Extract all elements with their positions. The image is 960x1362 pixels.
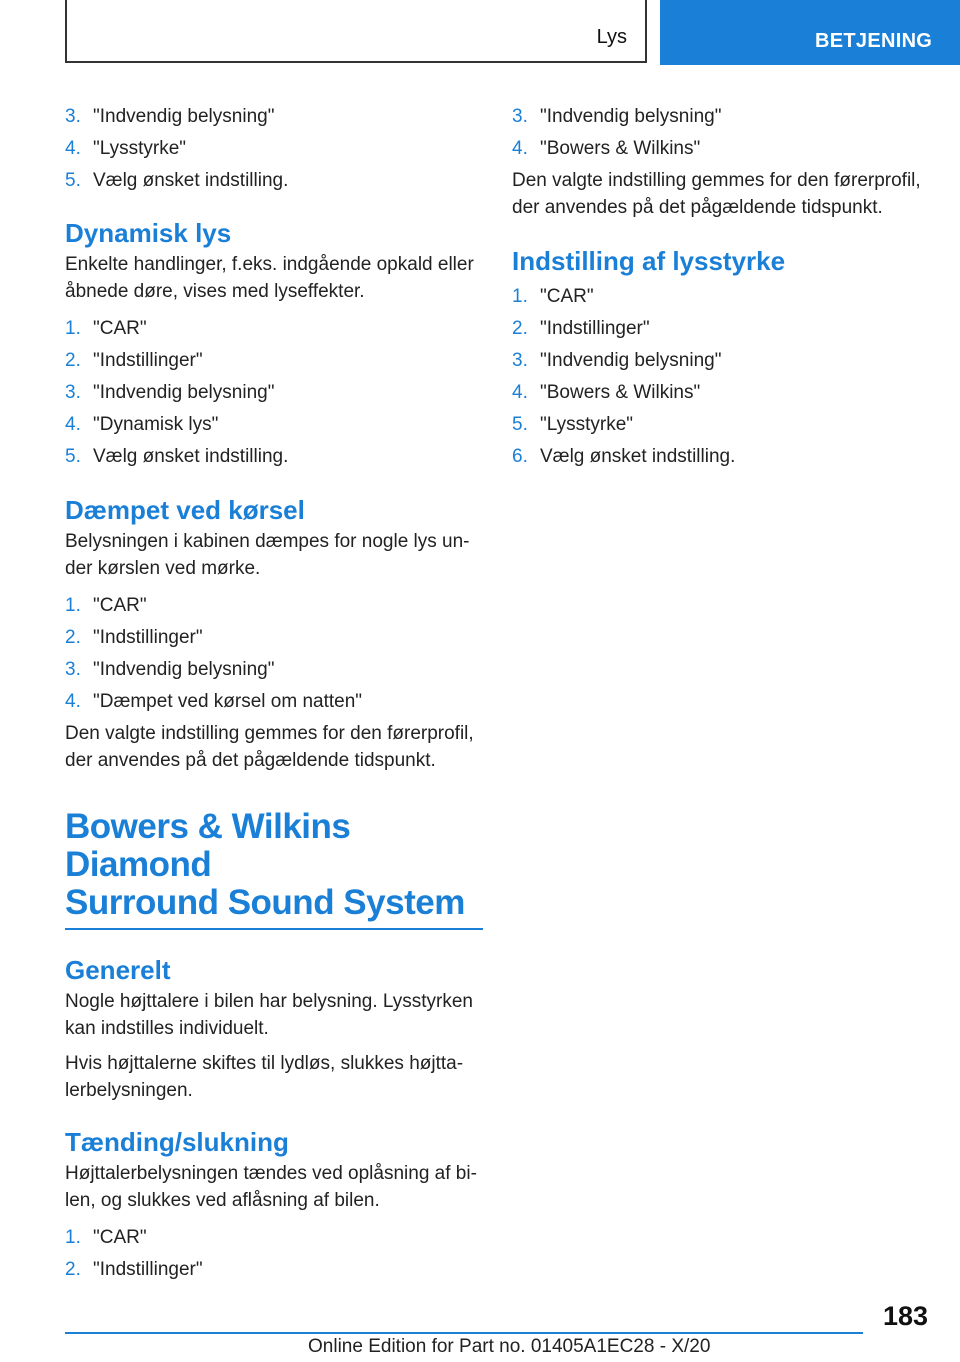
on-off-text: Højttalerbelysningen tændes ved oplåsning af bi-len, og slukkes ved aflåsning af bilen. [65,1163,477,1211]
list-item-number: 4. [512,382,528,403]
list-item [512,345,930,377]
list-item [512,377,930,409]
footer-divider [65,1332,863,1334]
list-item [65,377,483,409]
list-item-number: 2. [65,1259,81,1280]
list-item-number: 1. [65,595,81,616]
section-title-on-off: Tænding/slukning [65,1127,289,1157]
list-item [65,345,483,377]
general-text-1: Nogle højttalere i bilen har belysning. Lysstyrken kan indstilles individuelt. [65,991,473,1039]
list-item [512,133,930,165]
list-item-number: 6. [512,446,528,467]
list-item-text: "Indstillinger" [93,1259,203,1280]
list-item-number: 4. [65,138,81,159]
list-item [512,281,930,313]
left-column [65,101,483,1286]
list-item-text: "Dynamisk lys" [93,414,219,435]
list-item-text: "CAR" [540,286,594,307]
list-item [512,313,930,345]
list-item-text: "Lysstyrke" [540,414,634,435]
list-item [65,101,483,133]
list-item-number: 1. [65,1227,81,1248]
list-item-number: 5. [65,170,81,191]
section-title-dimmed-driving: Dæmpet ved kørsel [65,495,305,525]
section-title-general: Generelt [65,955,171,985]
list-item-number: 2. [65,350,81,371]
page-number: 183 [882,1301,928,1331]
list-item [512,101,930,133]
list-item [65,590,483,622]
list-item-text: "CAR" [93,1227,147,1248]
list-item [65,1254,483,1286]
list-item [65,441,483,473]
list-item-text: "CAR" [93,595,147,616]
list-item-text: "Indvendig belysning" [540,350,722,371]
list-item [65,133,483,165]
list-item-text: "Indvendig belysning" [540,106,722,127]
list-item-text: "Indvendig belysning" [93,106,275,127]
list-item [65,409,483,441]
list-item [65,313,483,345]
general-text-2: Hvis højttalerne skiftes til lydløs, slukkes højtta-lerbelysningen. [65,1053,464,1101]
list-item-number: 3. [65,106,81,127]
footer-edition-text: Online Edition for Part no. 01405A1EC28 - X/20 [308,1336,711,1357]
list-item-number: 2. [512,318,528,339]
header-section-title: Lys [596,26,627,48]
dimmed-driving-text: Belysningen i kabinen dæmpes for nogle lys un-der kørslen ved mørke. [65,531,470,579]
list-item-text: "Lysstyrke" [93,138,187,159]
dynamic-light-steps [65,313,483,473]
top-steps [512,101,930,165]
chapter-title [65,808,483,930]
list-item-number: 5. [512,414,528,435]
list-item [65,622,483,654]
dimmed-driving-note: Den valgte indstilling gemmes for den førerprofil, der anvendes på det pågældende tidspunkt. [65,723,474,771]
section-title-dynamic-light: Dynamisk lys [65,218,232,248]
list-item-text: Vælg ønsket indstilling. [540,446,736,467]
list-item [512,441,930,473]
list-item-text: "Bowers & Wilkins" [540,382,701,403]
list-item-number: 4. [65,691,81,712]
list-item-number: 3. [65,659,81,680]
list-item [65,165,483,197]
intro-steps [65,101,483,197]
list-item-number: 3. [512,106,528,127]
list-item [65,686,483,718]
dynamic-light-text: Enkelte handlinger, f.eks. indgående opkald eller åbnede døre, vises med lyseffekter. [65,254,474,302]
header-section-box [65,0,647,63]
list-item-text: "Indstillinger" [93,627,203,648]
header-chapter-title: BETJENING [815,30,933,52]
list-item-text: "CAR" [93,318,147,339]
brightness-steps [512,281,930,473]
right-column [512,101,930,473]
list-item [512,409,930,441]
list-item-number: 3. [512,350,528,371]
list-item-number: 2. [65,627,81,648]
list-item-number: 5. [65,446,81,467]
list-item-text: Vælg ønsket indstilling. [93,446,289,467]
list-item [65,1222,483,1254]
list-item-number: 4. [65,414,81,435]
list-item-text: "Indvendig belysning" [93,659,275,680]
top-note: Den valgte indstilling gemmes for den førerprofil, der anvendes på det pågældende tidspunkt. [512,170,921,218]
list-item-number: 1. [65,318,81,339]
chapter-title-line-1: Bowers & Wilkins Diamond [65,807,351,884]
chapter-title-line-2: Surround Sound System [65,883,465,922]
on-off-steps [65,1222,483,1286]
list-item-text: "Indstillinger" [93,350,203,371]
dimmed-driving-steps [65,590,483,718]
header-chapter-tab [660,0,960,65]
section-title-brightness: Indstilling af lysstyrke [512,246,786,276]
list-item-text: "Indstillinger" [540,318,650,339]
list-item-number: 4. [512,138,528,159]
list-item [65,654,483,686]
list-item-number: 1. [512,286,528,307]
list-item-text: "Bowers & Wilkins" [540,138,701,159]
list-item-number: 3. [65,382,81,403]
list-item-text: Vælg ønsket indstilling. [93,170,289,191]
list-item-text: "Dæmpet ved kørsel om natten" [93,691,363,712]
list-item-text: "Indvendig belysning" [93,382,275,403]
